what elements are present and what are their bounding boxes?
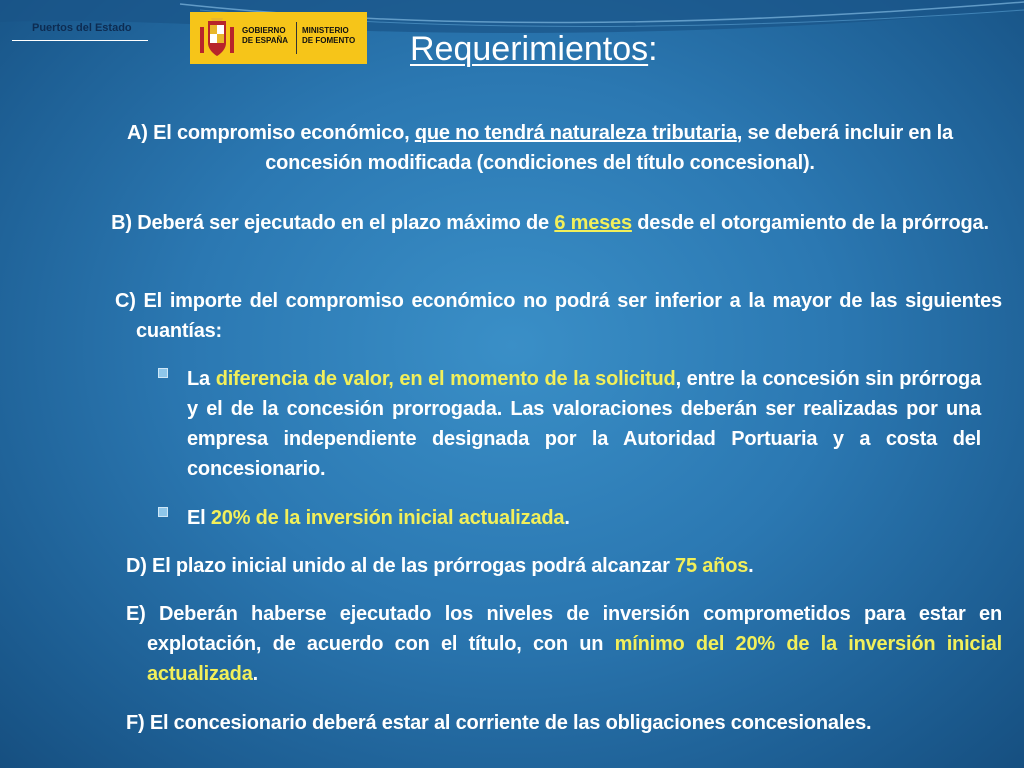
- item-a-underlined: que no tendrá naturaleza tributaria: [414, 122, 737, 144]
- gobierno-ministerio-logo: [190, 12, 367, 64]
- page-title: [410, 30, 658, 69]
- bullet-1-highlight: diferencia de valor, en el momento de la solicitud: [215, 368, 676, 390]
- bullet-2-highlight: 20% de la inversión inicial actualizada: [210, 507, 565, 529]
- title-colon: :: [648, 30, 658, 68]
- item-b-highlight: 6 meses: [554, 212, 632, 234]
- gobierno-text: [242, 26, 288, 46]
- puertos-del-estado-logo: [12, 18, 152, 46]
- bullet-square-icon: [158, 368, 168, 378]
- coat-of-arms-icon: [198, 17, 236, 59]
- item-e-highlight: mínimo del 20% de la inversión inicial actualizada: [147, 633, 1002, 685]
- item-f: F) El concesionario deberá estar al corriente de las obligaciones concesionales.: [126, 712, 872, 734]
- ministerio-line1: MINISTERIO: [302, 26, 349, 35]
- item-e: E) Deberán haberse ejecutado los niveles de inversión comprometidos para estar en explotación, de acuerdo con el título, con un mínimo del 20% de la inversión inicial actualizada.: [126, 603, 1002, 685]
- item-c: C) El importe del compromiso económico no podrá ser inferior a la mayor de las siguientes cuantías:: [115, 290, 1002, 342]
- logo-underline: [12, 40, 148, 41]
- bullet-item-1: La diferencia de valor, en el momento de la solicitud, entre la concesión sin prórroga y el de la concesión prorrogada. Las valoraciones deberán ser realizadas por una empresa independiente designada por la Autoridad Portuaria y a costa del concesionario.: [187, 368, 981, 480]
- ministerio-text: [302, 26, 355, 46]
- item-d: D) El plazo inicial unido al de las prórrogas podrá alcanzar 75 años.: [126, 555, 754, 577]
- bullet-item-2: El 20% de la inversión inicial actualizada.: [187, 507, 570, 529]
- item-d-highlight: 75 años: [675, 555, 749, 577]
- item-a: A) El compromiso económico, que no tendrá naturaleza tributaria, se deberá incluir en la concesión modificada (condiciones del título concesional).: [127, 122, 953, 174]
- logo-separator: [296, 22, 297, 54]
- item-b: B) Deberá ser ejecutado en el plazo máximo de 6 meses desde el otorgamiento de la prórroga.: [111, 212, 989, 234]
- gobierno-line2: DE ESPAÑA: [242, 36, 289, 45]
- puertos-logo-text: Puertos del Estado: [32, 22, 132, 34]
- bullet-square-icon: [158, 507, 168, 517]
- ministerio-line2: DE FOMENTO: [302, 36, 356, 45]
- title-text: Requerimientos: [410, 30, 649, 68]
- gobierno-line1: GOBIERNO: [242, 26, 286, 35]
